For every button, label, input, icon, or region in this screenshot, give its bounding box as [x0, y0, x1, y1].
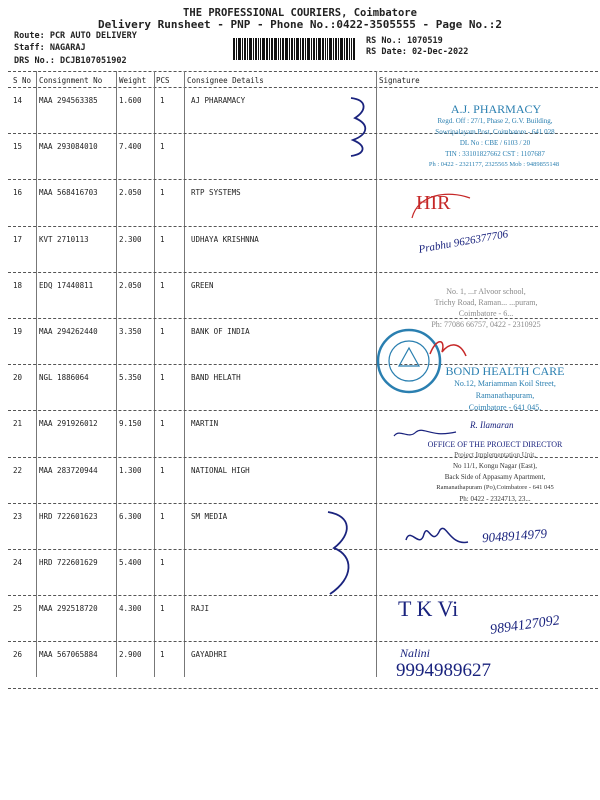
stamp-line: Ramanathapuram, — [475, 391, 535, 400]
cell-sno: 26 — [13, 650, 23, 660]
cell-pcs: 1 — [160, 96, 165, 105]
cell-weight: 5.400 — [119, 558, 142, 567]
cell-weight: 1.600 — [119, 96, 142, 105]
col-header-pcs: PCS — [156, 76, 170, 85]
cell-consignment: MAA 283720944 — [39, 465, 98, 475]
row-separator — [8, 595, 598, 596]
cell-sno: 22 — [13, 465, 23, 475]
stamp-line: Ph : 0422 - 2321177, 2325565 Mob : 9489855148 — [428, 161, 560, 168]
row-separator — [8, 549, 598, 550]
stamp-line: TIN : 33101827662 CST : 1107687 — [445, 150, 545, 158]
table-top-rule — [8, 71, 598, 72]
col-divider — [154, 71, 155, 677]
rs-number: RS No.: 1070519 — [366, 36, 443, 46]
cell-consignment: MAA 568416703 — [39, 188, 98, 198]
row-separator — [8, 226, 598, 227]
company-title: THE PROFESSIONAL COURIERS, Coimbatore — [183, 7, 417, 19]
barcode — [233, 38, 355, 60]
cell-sno: 21 — [13, 419, 23, 429]
cell-weight: 7.400 — [119, 142, 142, 152]
cell-consignee: BANK OF INDIA — [191, 327, 250, 336]
cell-consignment: NGL 1886064 — [39, 373, 89, 383]
drs-number: DRS No.: DCJB107051902 — [14, 56, 127, 66]
stamp-line: Ph: 0422 - 2324713, 23... — [459, 495, 531, 503]
handwritten-phone: 9894127092 — [489, 613, 561, 638]
cell-consignment: MAA 294262440 — [39, 327, 98, 336]
cell-sno: 23 — [13, 511, 23, 521]
cell-weight: 5.350 — [119, 373, 142, 383]
cell-pcs: 1 — [160, 188, 165, 198]
stamp-line: Regd. Off : 27/1, Phase 2, G.V. Building, — [437, 117, 553, 125]
stamp-line: Ph: 77086 66757, 0422 - 2310925 — [431, 320, 541, 329]
stamp-line: Ramanathapuram (Po),Coimbatore - 641 045 — [436, 484, 554, 491]
cell-consignment: MAA 294563385 — [39, 96, 98, 105]
cell-sno: 18 — [13, 280, 23, 290]
bracket-mark — [322, 508, 362, 598]
rs-date: RS Date: 02-Dec-2022 — [366, 47, 469, 57]
cell-consignee: MARTIN — [191, 419, 219, 429]
stamp-line: Project Implementation Unit, — [454, 451, 536, 459]
bracket-mark — [345, 94, 375, 158]
runsheet-title: Delivery Runsheet - PNP - Phone No.:0422-3505555 - Page No.:2 — [98, 18, 502, 31]
cell-weight: 2.900 — [119, 650, 142, 660]
cell-pcs: 1 — [160, 373, 165, 383]
handwritten-sign: Nalini — [400, 646, 431, 660]
handwritten-phone: 9048914979 — [481, 525, 548, 546]
stamp-line: Back Side of Appasamy Apartment, — [444, 473, 546, 481]
cell-consignment: KVT 2710113 — [39, 234, 89, 244]
cell-consignment: HRD 722601629 — [39, 558, 98, 567]
stamp-line: Coimbatore - 641 045. — [468, 403, 542, 412]
cell-pcs: 1 — [160, 419, 165, 429]
cell-weight: 3.350 — [119, 327, 142, 336]
col-header-weight: Weight — [119, 76, 147, 85]
table-header-rule — [8, 87, 598, 88]
cell-weight: 6.300 — [119, 511, 142, 521]
cell-consignee: GREEN — [191, 280, 214, 290]
stamp-line: No 11/1, Kongu Nagar (East), — [452, 462, 538, 470]
row-separator — [8, 272, 598, 273]
cell-consignee: SM MEDIA — [191, 511, 228, 521]
col-divider — [36, 71, 37, 677]
handwritten-sign: Prabhu 9626377706 — [417, 228, 510, 256]
cell-consignee: BAND HELATH — [191, 373, 241, 383]
signature-scribble — [408, 188, 474, 222]
cell-pcs: 1 — [160, 280, 165, 290]
handwritten-sign: T K Vi — [398, 596, 459, 621]
stamp-line: Coimbatore - 6... — [458, 309, 514, 318]
col-header-signature: Signature — [379, 76, 420, 85]
stamp-line: No.12, Mariamman Koil Street, — [454, 379, 556, 388]
cell-sno: 14 — [13, 96, 23, 105]
cell-sno: 25 — [13, 604, 23, 614]
cell-weight: 2.300 — [119, 234, 142, 244]
signature-scribble — [426, 334, 470, 364]
signature-scribble — [402, 520, 472, 554]
stamp-line: Trichy Road, Raman... ...puram, — [434, 298, 538, 307]
col-header-consignee: Consignee Details — [187, 76, 264, 85]
cell-consignee: NATIONAL HIGH — [191, 465, 250, 475]
cell-consignment: MAA 293084010 — [39, 142, 98, 152]
cell-sno: 20 — [13, 373, 23, 383]
col-header-sno: S No — [13, 76, 32, 85]
cell-weight: 1.300 — [119, 465, 142, 475]
cell-weight: 4.300 — [119, 604, 142, 614]
cell-pcs: 1 — [160, 465, 165, 475]
col-divider — [184, 71, 185, 677]
cell-sno: 16 — [13, 188, 23, 198]
cell-weight: 9.150 — [119, 419, 142, 429]
stamp-line: DL No : CBE / 6103 / 20 — [459, 139, 531, 147]
cell-weight: 2.050 — [119, 188, 142, 198]
cell-consignment: EDQ 17440811 — [39, 280, 94, 290]
cell-pcs: 1 — [160, 327, 165, 336]
cell-pcs: 1 — [160, 511, 165, 521]
stamp-line: No. 1, ...r Alvoor school, — [446, 287, 526, 296]
cell-weight: 2.050 — [119, 280, 142, 290]
route-label: Route: PCR AUTO DELIVERY — [14, 31, 137, 41]
row-separator — [8, 179, 598, 180]
cell-pcs: 1 — [160, 604, 165, 614]
staff-label: Staff: NAGARAJ — [14, 43, 86, 53]
cell-consignment: MAA 291926012 — [39, 419, 98, 429]
col-header-consignment: Consignment No — [39, 76, 103, 85]
stamp-line: OFFICE OF THE PROJECT DIRECTOR — [427, 440, 563, 449]
row-separator — [8, 641, 598, 642]
handwritten-phone: 9994989627 — [396, 660, 491, 681]
handwritten-initials: HIR — [416, 192, 451, 214]
cell-consignee: GAYADHRI — [191, 650, 228, 660]
row-separator — [8, 688, 598, 689]
cell-pcs: 1 — [160, 234, 165, 244]
stamp-line: Sowripalayam Post, Coimbatore - 641 028 — [435, 128, 555, 136]
cell-consignee: AJ PHARAMACY — [191, 96, 246, 105]
stamp-line: A.J. PHARMACY — [450, 102, 542, 116]
cell-consignment: MAA 567065884 — [39, 650, 98, 660]
cell-sno: 19 — [13, 327, 23, 336]
cell-sno: 17 — [13, 234, 23, 244]
cell-pcs: 1 — [160, 558, 165, 567]
cell-consignee: RTP SYSTEMS — [191, 188, 241, 198]
row-separator — [8, 318, 598, 319]
stamp-line: BOND HEALTH CARE — [445, 364, 565, 378]
cell-pcs: 1 — [160, 650, 165, 660]
cell-consignee: RAJI — [191, 604, 210, 614]
cell-consignment: HRD 722601623 — [39, 511, 98, 521]
handwritten-sign: R. Ilamaran — [470, 420, 514, 430]
cell-sno: 15 — [13, 142, 23, 152]
cell-pcs: 1 — [160, 142, 165, 152]
cell-sno: 24 — [13, 558, 23, 567]
cell-consignee: UDHAYA KRISHNNA — [191, 234, 259, 244]
cell-consignment: MAA 292518720 — [39, 604, 98, 614]
col-divider — [116, 71, 117, 677]
